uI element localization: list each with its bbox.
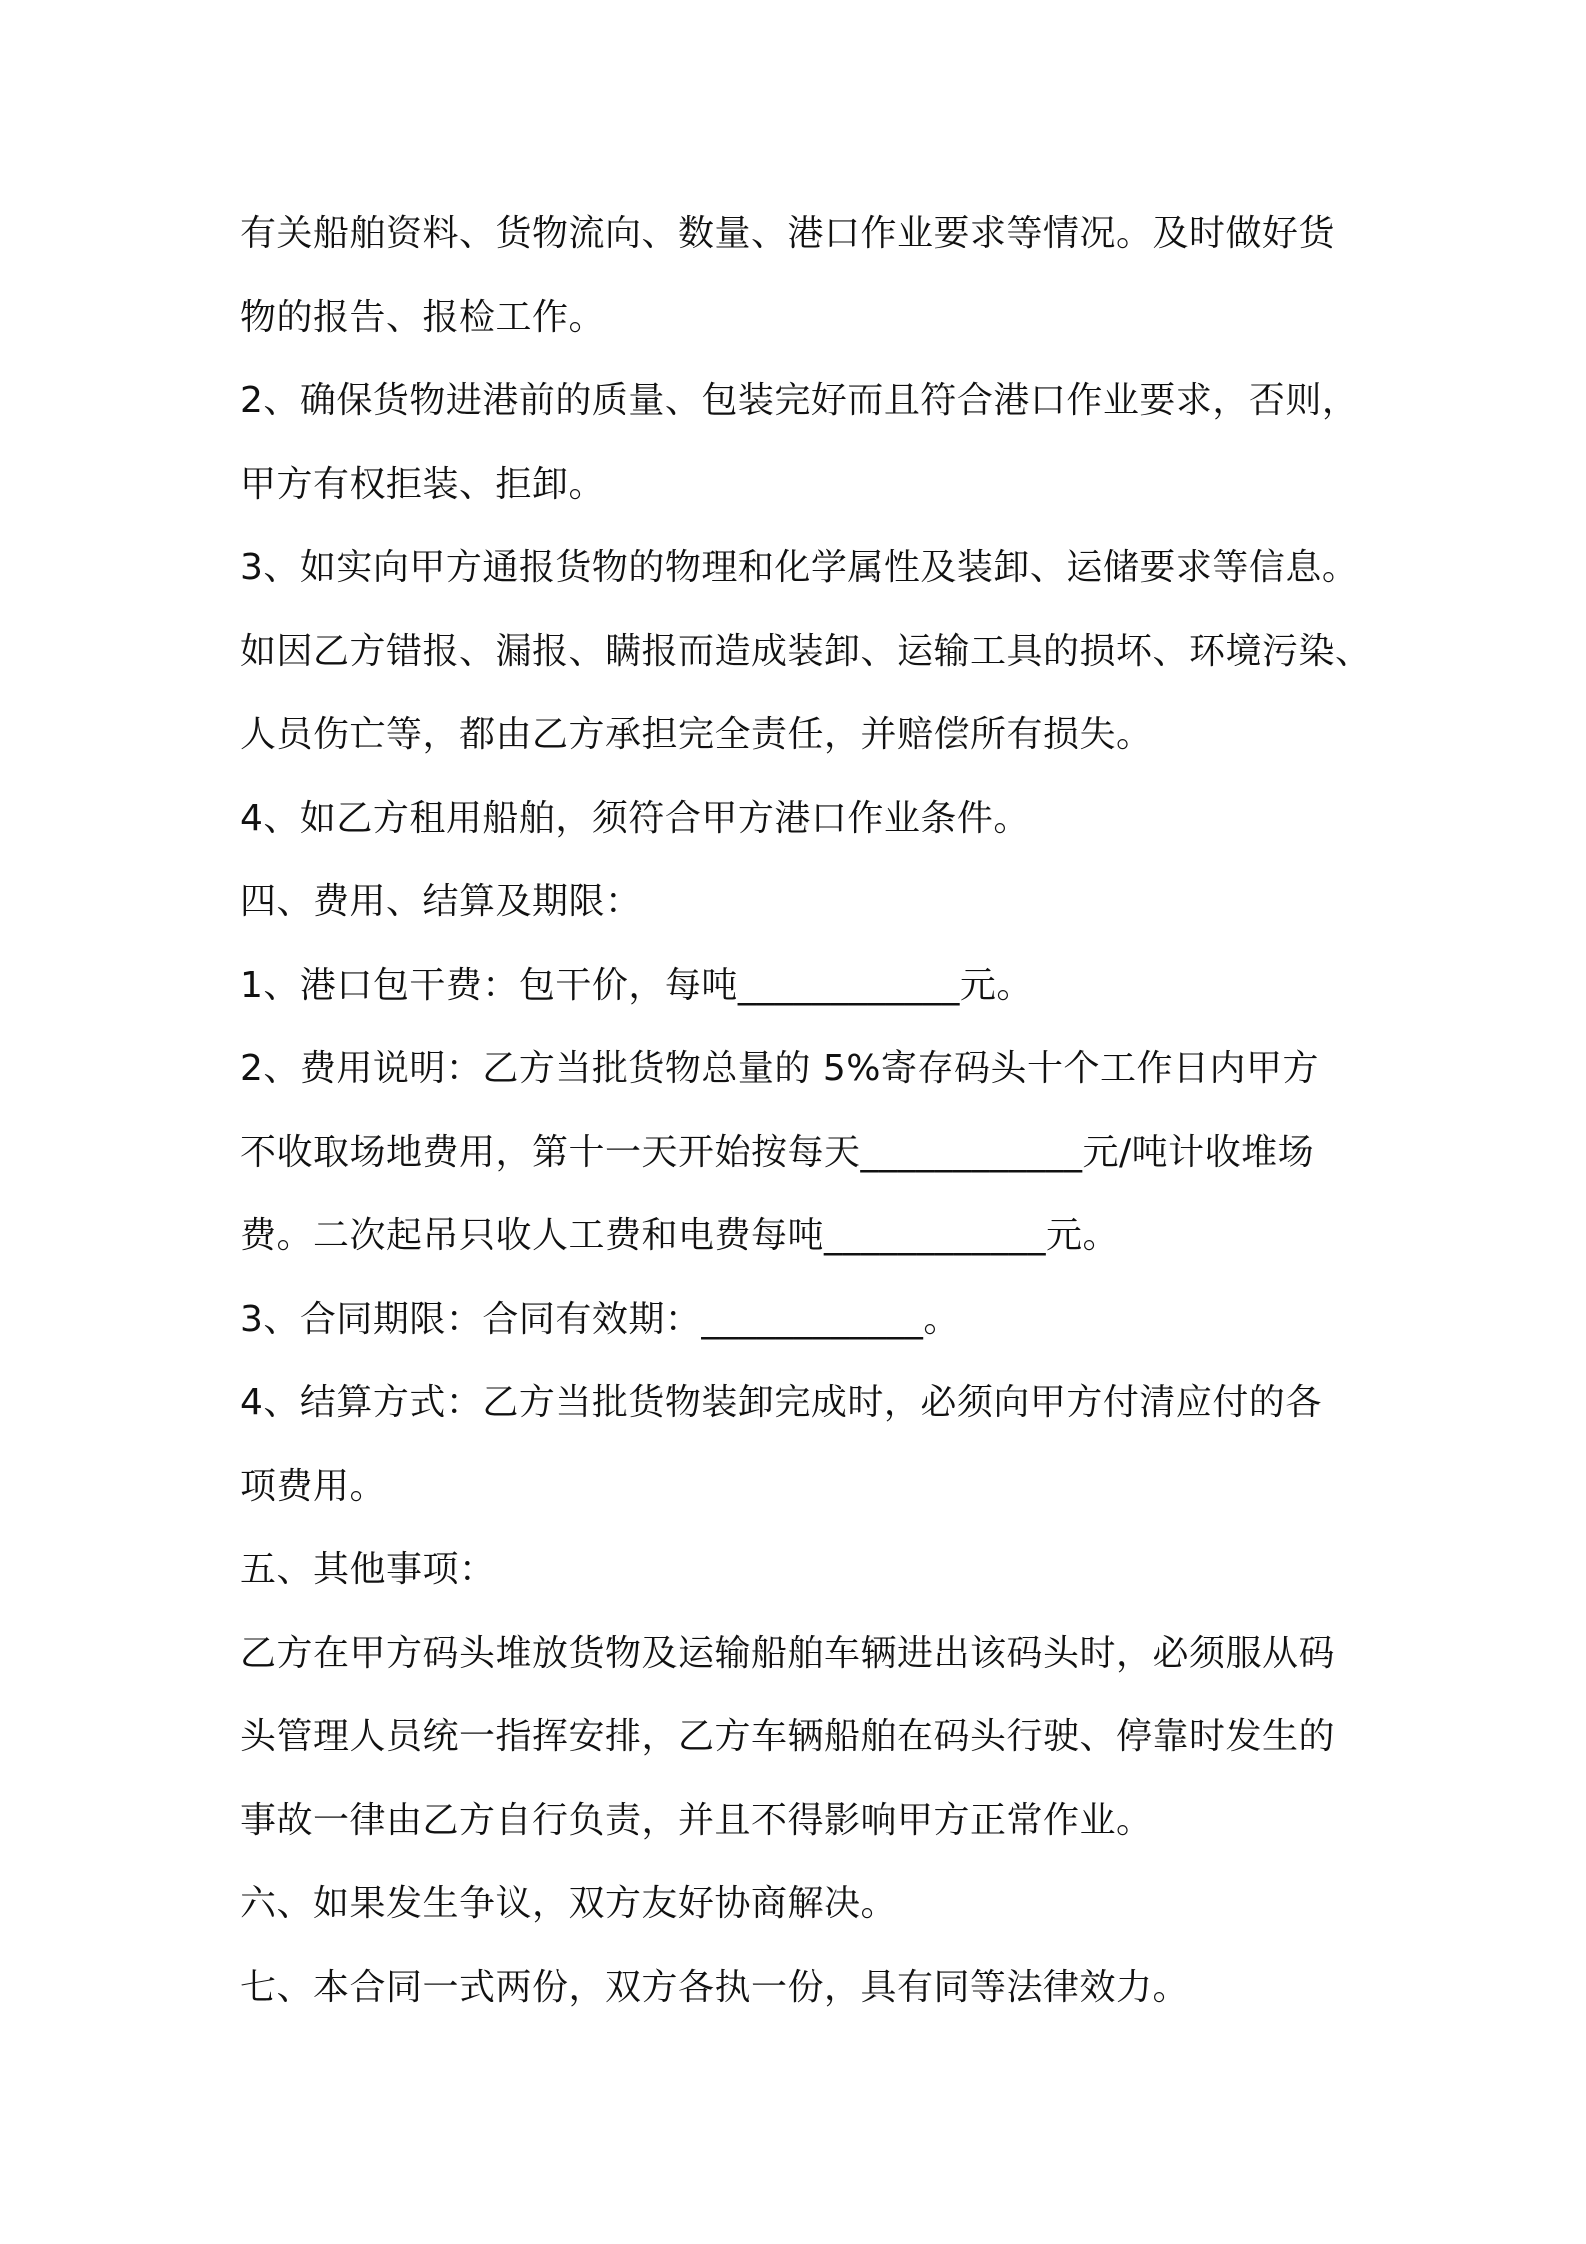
- text-line: 3、合同期限：合同有效期：____________。: [240, 1298, 960, 1340]
- text-line: 如因乙方错报、漏报、瞒报而造成装卸、运输工具的损坏、环境污染、: [240, 630, 1372, 672]
- text-line: 2、费用说明：乙方当批货物总量的 5%寄存码头十个工作日内甲方: [240, 1048, 1319, 1089]
- text-line: 乙方在甲方码头堆放货物及运输船舶车辆进出该码头时，必须服从码: [240, 1632, 1336, 1674]
- text-line: 1、港口包干费：包干价，每吨____________元。: [240, 964, 1033, 1006]
- text-line: 4、如乙方租用船舶，须符合甲方港口作业条件。: [240, 797, 1030, 839]
- text-line: 2、确保货物进港前的质量、包装完好而且符合港口作业要求，否则，: [240, 380, 1359, 421]
- section-heading: 六、如果发生争议，双方友好协商解决。: [240, 1883, 898, 1924]
- text-line: 甲方有权拒装、拒卸。: [240, 463, 606, 505]
- text-line: 3、如实向甲方通报货物的物理和化学属性及装卸、运储要求等信息。: [240, 547, 1359, 588]
- text-line: 4、结算方式：乙方当批货物装卸完成时，必须向甲方付清应付的各: [240, 1382, 1322, 1423]
- section-heading: 七、本合同一式两份，双方各执一份，具有同等法律效力。: [240, 1966, 1190, 2008]
- text-line: 费。二次起吊只收人工费和电费每吨____________元。: [240, 1215, 1120, 1256]
- text-line: 有关船舶资料、货物流向、数量、港口作业要求等情况。及时做好货: [240, 213, 1336, 254]
- text-line: 项费用。: [240, 1465, 387, 1507]
- document-body: [240, 192, 1380, 2029]
- text-line: 头管理人员统一指挥安排，乙方车辆船舶在码头行驶、停靠时发生的: [240, 1716, 1336, 1757]
- text-line: 人员伤亡等，都由乙方承担完全责任，并赔偿所有损失。: [240, 714, 1153, 755]
- text-line: 不收取场地费用，第十一天开始按每天____________元/吨计收堆场: [240, 1131, 1315, 1173]
- text-line: 事故一律由乙方自行负责，并且不得影响甲方正常作业。: [240, 1799, 1153, 1841]
- section-heading: 五、其他事项：: [240, 1549, 496, 1590]
- text-line: 物的报告、报检工作。: [240, 296, 606, 338]
- section-heading: 四、费用、结算及期限：: [240, 881, 642, 922]
